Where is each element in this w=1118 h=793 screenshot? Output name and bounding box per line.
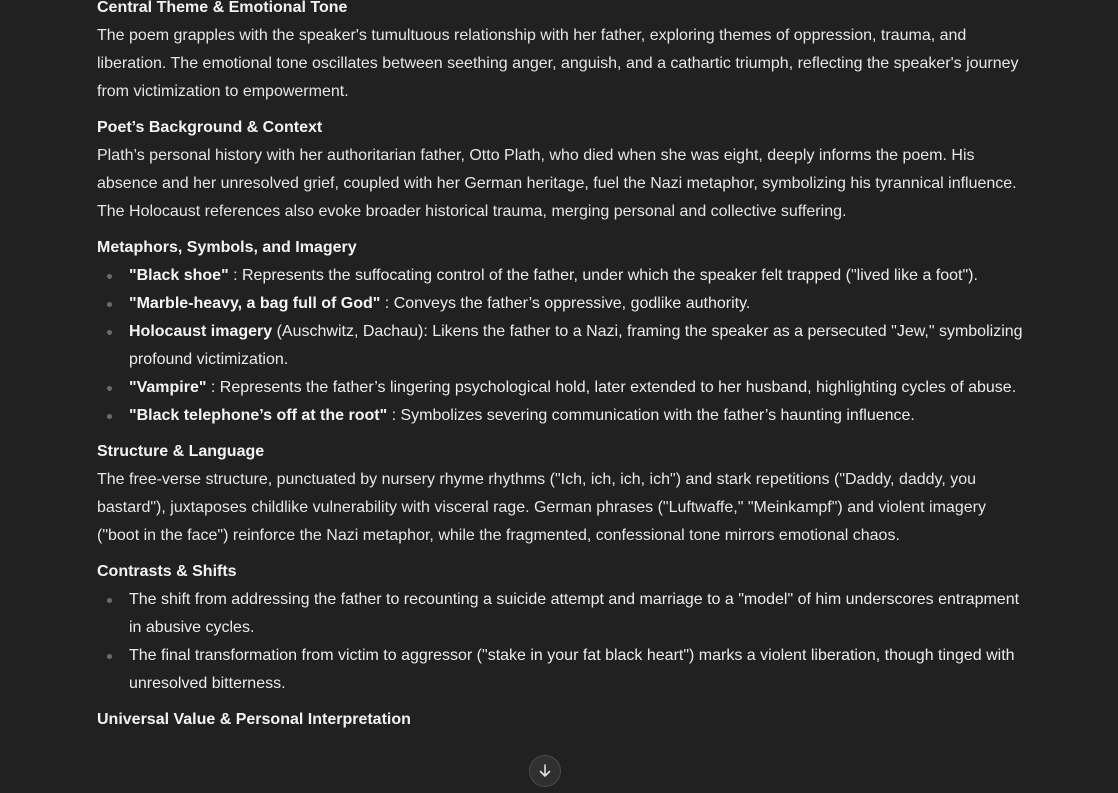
list-item-term: "Marble-heavy, a bag full of God" xyxy=(129,295,381,312)
bullet-dot xyxy=(107,330,112,335)
list-item xyxy=(129,318,1032,374)
section-paragraph-theme: The poem grapples with the speaker's tumultuous relationship with her father, exploring themes of oppression, trauma, and liberation. The emotional tone oscillates between seething anger, anguish, and a cathartic triumph, reflecting the speaker's journey from victimization to empowerment. xyxy=(97,27,1019,100)
section-heading-theme: Central Theme & Emotional Tone xyxy=(97,0,348,16)
list-item-text: : Conveys the father’s oppressive, godlike authority. xyxy=(380,295,751,312)
list-item-text: The final transformation from victim to aggressor ("stake in your fat black heart") marks a violent liberation, though tinged with unresolved bitterness. xyxy=(129,647,1015,692)
bullet-dot xyxy=(107,414,112,419)
list-item-text: : Represents the suffocating control of the father, under which the speaker felt trapped ("lived like a foot"). xyxy=(228,267,978,284)
section-paragraph-background: Plath’s personal history with her authoritarian father, Otto Plath, who died when she was eight, deeply informs the poem. His absence and her unresolved grief, coupled with her German heritage, fuel the Nazi metaphor, symbolizing his tyrannical influence. The Holocaust references also evoke broader historical trauma, merging personal and collective suffering. xyxy=(97,147,1017,220)
bullet-dot xyxy=(107,386,112,391)
list-item xyxy=(129,642,1032,698)
list-item xyxy=(129,262,1032,290)
bullet-dot xyxy=(107,598,112,603)
section-heading-contrasts: Contrasts & Shifts xyxy=(97,563,237,580)
section-paragraph-structure: The free-verse structure, punctuated by nursery rhyme rhythms ("Ich, ich, ich, ich") and stark repetitions ("Daddy, daddy, you bastard"), juxtaposes childlike vulnerability with visceral rage. German phrases ("Luftwaffe," "Meinkampf") and violent imagery ("boot in the face") reinforce the Nazi metaphor, while the fragmented, confessional tone mirrors emotional chaos. xyxy=(97,471,986,544)
contrasts-list xyxy=(97,586,1032,698)
list-item-term: "Black shoe" xyxy=(129,267,229,284)
metaphors-list xyxy=(97,262,1032,430)
bullet-dot xyxy=(107,654,112,659)
list-item xyxy=(129,374,1032,402)
bottom-fade xyxy=(0,787,1118,793)
list-item xyxy=(129,402,1032,430)
list-item-text: : Symbolizes severing communication with the father’s haunting influence. xyxy=(387,407,915,424)
list-item-text: The shift from addressing the father to recounting a suicide attempt and marriage to a "model" of him underscores entrapment in abusive cycles. xyxy=(129,591,1020,636)
section-heading-metaphors: Metaphors, Symbols, and Imagery xyxy=(97,239,357,256)
arrow-down-icon xyxy=(537,763,553,779)
list-item xyxy=(129,290,1032,318)
list-item-text: : Represents the father’s lingering psychological hold, later extended to her husband, highlighting cycles of abuse. xyxy=(206,379,1017,396)
assistant-message xyxy=(97,0,1032,734)
bullet-dot xyxy=(107,302,112,307)
list-item-term: Holocaust imagery xyxy=(129,323,273,340)
list-item xyxy=(129,586,1032,642)
section-heading-background: Poet’s Background & Context xyxy=(97,119,323,136)
section-heading-structure: Structure & Language xyxy=(97,443,265,460)
list-item-text: (Auschwitz, Dachau): Likens the father to a Nazi, framing the speaker as a persecuted "Jew," symbolizing profound victimization. xyxy=(129,323,1023,368)
list-item-term: "Black telephone’s off at the root" xyxy=(129,407,388,424)
list-item-term: "Vampire" xyxy=(129,379,207,396)
bullet-dot xyxy=(107,274,112,279)
scroll-to-bottom-button[interactable] xyxy=(529,755,561,787)
section-heading-universal: Universal Value & Personal Interpretation xyxy=(97,711,411,728)
